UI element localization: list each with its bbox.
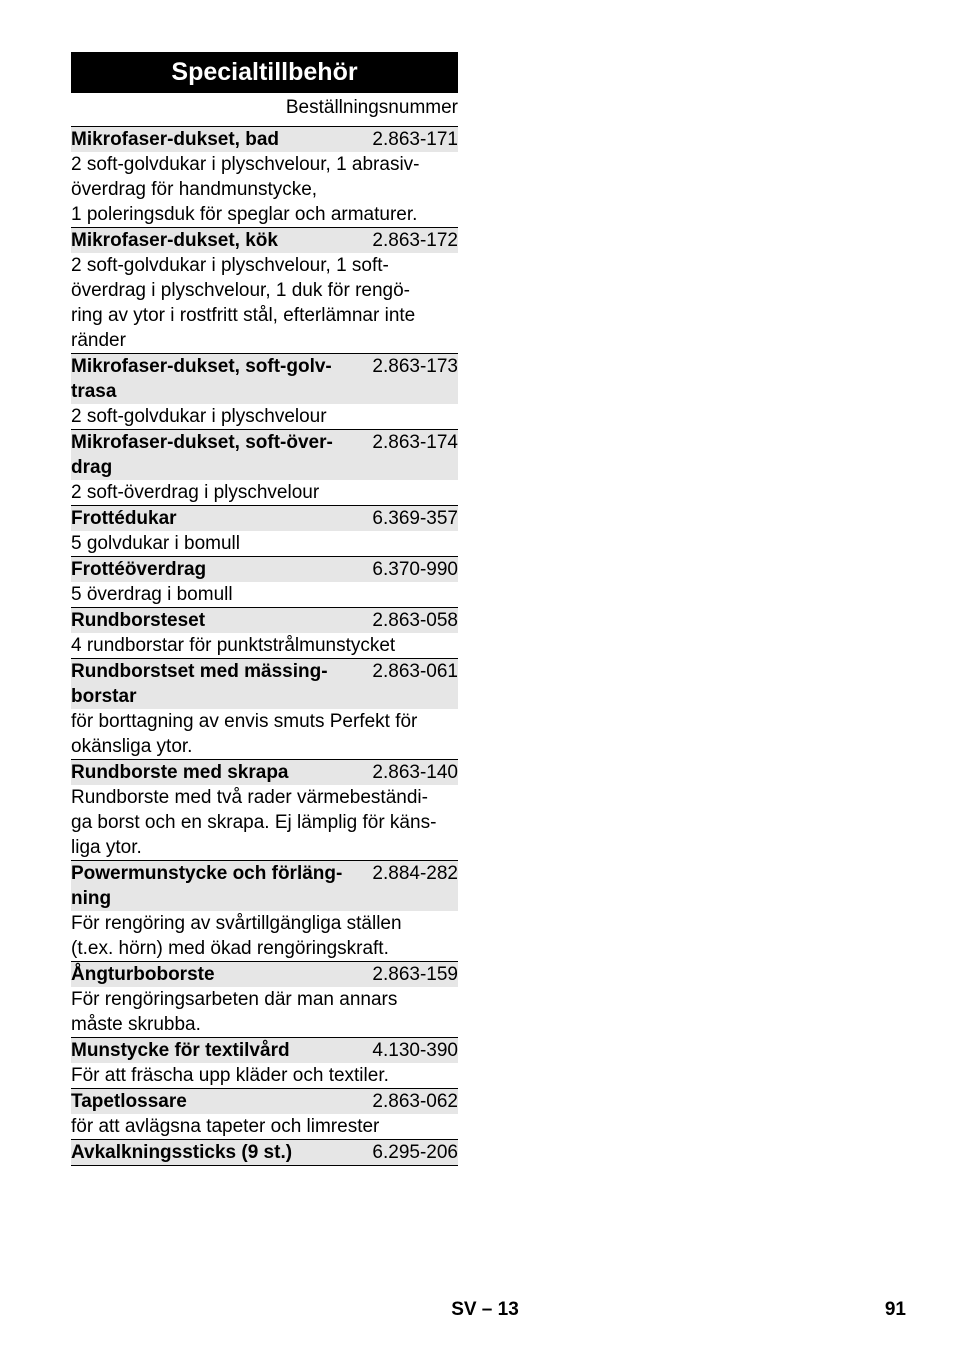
accessory-order-number: 2.863-061 [372,661,458,682]
accessory-item [71,608,458,659]
accessory-item-header [71,506,458,531]
accessory-item-header [71,962,458,987]
accessory-name: Ångturboborste [71,964,215,985]
accessory-order-number: 2.863-172 [372,230,458,251]
accessory-description: 5 golvdukar i bomull [71,533,240,554]
accessory-description: för att avlägsna tapeter och limrester [71,1116,380,1137]
accessory-name: Powermunstycke och förläng- ning [71,863,343,909]
accessory-name: Rundborsteset [71,610,206,631]
accessory-item-header [71,659,458,709]
accessory-item [71,760,458,861]
accessory-order-number: 2.863-062 [372,1091,458,1112]
accessory-item [71,127,458,228]
accessory-item-header [71,228,458,253]
accessory-name: Tapetlossare [71,1091,187,1112]
accessory-item [71,861,458,962]
accessory-item-header [71,608,458,633]
accessory-item [71,1038,458,1089]
accessories-column [71,52,458,1166]
accessory-description: För att fräscha upp kläder och textiler. [71,1065,389,1086]
accessory-item-header [71,354,458,404]
accessory-item-header [71,557,458,582]
accessory-order-number: 2.863-058 [372,610,458,631]
accessory-description: 2 soft-golvdukar i plyschvelour, 1 soft- överdrag i plyschvelour, 1 duk för rengö- ring av ytor i rostfritt stål, efterlämnar inte ränder [71,255,416,351]
accessory-name: Mikrofaser-dukset, soft-golv- trasa [71,356,332,402]
accessory-item [71,228,458,354]
accessory-item [71,557,458,608]
accessory-description: 2 soft-golvdukar i plyschvelour, 1 abrasiv- överdrag för handmunstycke, 1 poleringsduk för speglar och armaturer. [71,154,420,225]
page-number: 91 [884,1299,906,1320]
order-number-header: Beställningsnummer [71,95,458,127]
accessory-order-number: 6.369-357 [372,508,458,529]
accessory-name: Munstycke för textilvård [71,1040,290,1061]
accessory-item [71,659,458,760]
accessory-item [71,962,458,1038]
accessory-item-header [71,430,458,480]
accessory-order-number: 4.130-390 [372,1040,458,1061]
accessory-order-number: 2.884-282 [372,863,458,884]
accessory-name: Frottéöverdrag [71,559,207,580]
accessory-item-header [71,861,458,911]
accessory-description: För rengöring av svårtillgängliga ställen (t.ex. hörn) med ökad rengöringskraft. [71,913,402,959]
accessory-description: För rengöringsarbeten där man annars måste skrubba. [71,989,398,1035]
page-title: Specialtillbehör [71,52,458,93]
accessory-item [71,354,458,430]
accessory-item-header [71,1038,458,1063]
accessory-order-number: 2.863-174 [372,432,458,453]
accessory-description: Rundborste med två rader värmebeständi- ga borst och en skrapa. Ej lämplig för käns- liga ytor. [71,787,437,858]
accessory-description: för borttagning av envis smuts Perfekt för okänsliga ytor. [71,711,418,757]
accessory-name: Rundborstset med mässing- borstar [71,661,328,707]
accessory-item-header [71,1140,458,1165]
accessory-description: 2 soft-överdrag i plyschvelour [71,482,320,503]
accessory-name: Mikrofaser-dukset, soft-över- drag [71,432,333,478]
accessory-name: Avkalkningssticks (9 st.) [71,1142,293,1163]
accessory-item [71,506,458,557]
accessory-item [71,430,458,506]
accessory-order-number: 2.863-159 [372,964,458,985]
accessory-name: Frottédukar [71,508,177,529]
accessory-order-number: 6.370-990 [372,559,458,580]
accessory-description: 5 överdrag i bomull [71,584,233,605]
accessory-order-number: 2.863-140 [372,762,458,783]
section-label: SV – 13 [451,1299,519,1320]
accessory-list [71,127,458,1166]
accessory-order-number: 6.295-206 [372,1142,458,1163]
accessory-item [71,1140,458,1166]
accessory-item [71,1089,458,1140]
accessory-name: Mikrofaser-dukset, bad [71,129,279,150]
accessory-name: Mikrofaser-dukset, kök [71,230,278,251]
accessory-item-header [71,760,458,785]
accessory-name: Rundborste med skrapa [71,762,289,783]
accessory-order-number: 2.863-173 [372,356,458,377]
accessory-item-header [71,1089,458,1114]
accessory-description: 2 soft-golvdukar i plyschvelour [71,406,327,427]
accessory-description: 4 rundborstar för punktstrålmunstycket [71,635,396,656]
accessory-order-number: 2.863-171 [372,129,458,150]
accessory-item-header [71,127,458,152]
